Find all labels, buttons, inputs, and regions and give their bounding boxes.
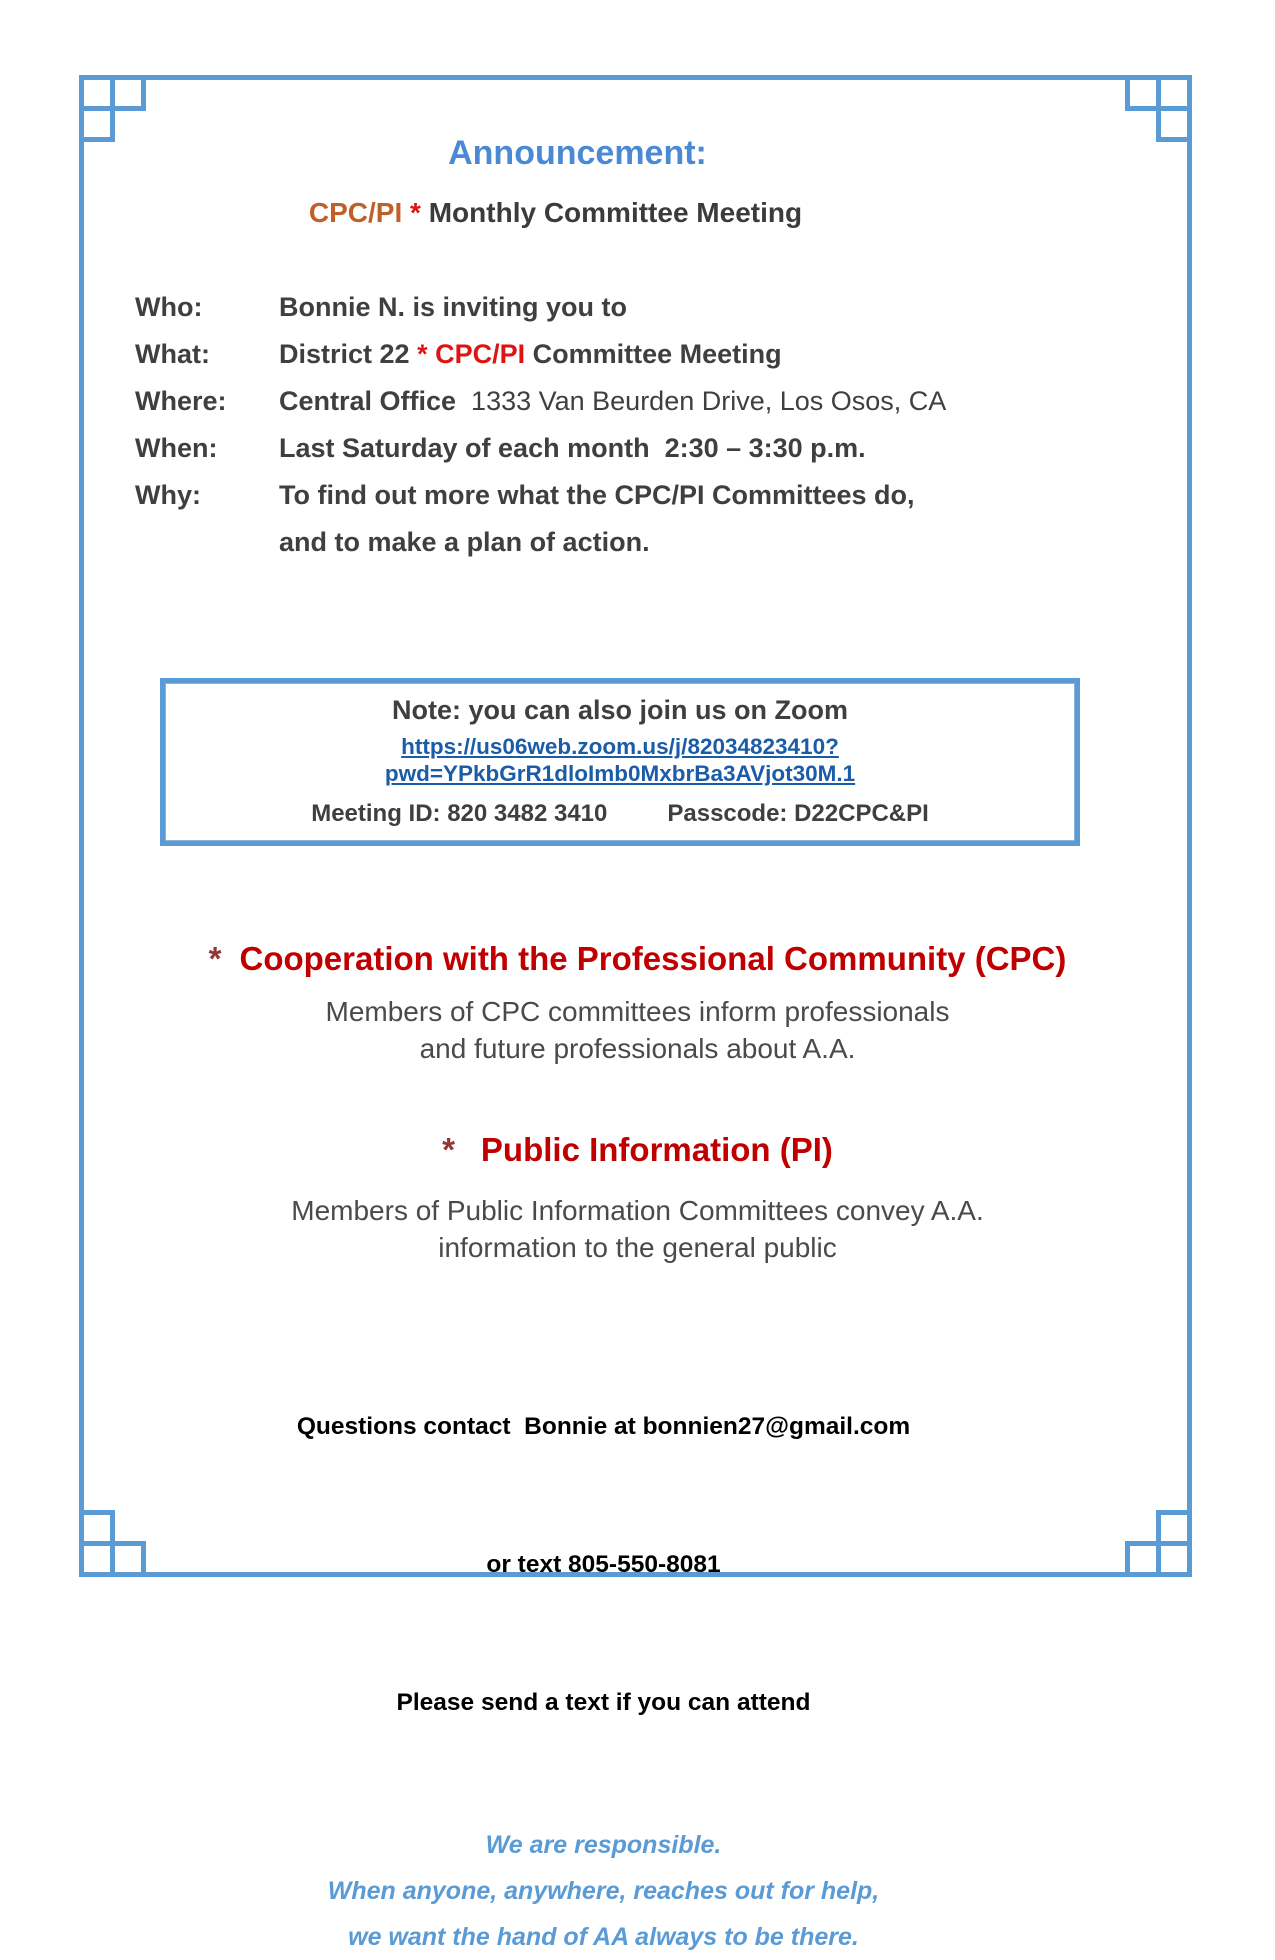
who-value: Bonnie N. is inviting you to <box>279 292 627 322</box>
where-value <box>279 378 946 425</box>
cpc-asterisk: * <box>208 940 222 977</box>
meeting-details <box>84 284 1191 566</box>
what-cpcpi-red: * CPC/PI <box>417 339 526 369</box>
what-label: What: <box>135 339 210 369</box>
cpc-section-heading <box>84 938 1191 979</box>
detail-row-when <box>135 425 1191 472</box>
pi-desc-line2: information to the general public <box>438 1232 837 1263</box>
cpc-desc-line2: and future professionals about A.A. <box>419 1033 856 1064</box>
page-title: Announcement: <box>448 134 707 172</box>
cpc-desc-line1: Members of CPC committees inform professionals <box>325 996 950 1027</box>
cpc-description <box>84 993 1191 1067</box>
why-label: Why: <box>135 480 201 510</box>
why-line2: and to make a plan of action. <box>279 527 650 557</box>
slogan-line1: We are responsible. <box>485 1831 722 1859</box>
pi-section-heading <box>84 1129 1191 1170</box>
what-prefix: District 22 <box>279 339 418 369</box>
contact-info <box>50 1312 1157 1818</box>
where-venue: Central Office <box>279 386 457 416</box>
what-suffix: Committee Meeting <box>525 339 782 369</box>
when-label: When: <box>135 433 218 463</box>
zoom-note-box <box>160 678 1080 846</box>
when-value: Last Saturday of each month 2:30 – 3:30 p.m. <box>279 433 866 463</box>
subtitle-text: Monthly Committee Meeting <box>428 197 803 228</box>
zoom-meeting-link[interactable]: https://us06web.zoom.us/j/82034823410?pwd=YPkbGrR1dloImb0MxbrBa3AVjot30M.1 <box>384 734 856 786</box>
slogan-line3: we want the hand of AA always to be there. <box>348 1923 859 1951</box>
where-address: 1333 Van Beurden Drive, Los Osos, CA <box>456 386 947 416</box>
subtitle-cpcpi: CPC/PI <box>308 197 403 228</box>
contact-email-line: Questions contact Bonnie at bonnien27@gmail.com <box>296 1413 911 1440</box>
zoom-note-text: Note: you can also join us on Zoom <box>391 695 849 725</box>
pi-description <box>84 1192 1191 1266</box>
detail-row-what <box>135 331 1191 378</box>
responsibility-statement <box>50 1822 1157 1960</box>
flyer-content <box>84 80 1191 1960</box>
detail-row-who <box>135 284 1191 331</box>
what-value <box>279 331 782 378</box>
meeting-id: Meeting ID: 820 3482 3410 <box>311 800 608 827</box>
slogan-line2: When anyone, anywhere, reaches out for help, <box>327 1877 880 1905</box>
contact-phone-line: or text 805-550-8081 <box>486 1551 721 1578</box>
subtitle-asterisk: * <box>410 197 421 228</box>
detail-row-why <box>135 472 1191 566</box>
contact-rsvp-line: Please send a text if you can attend <box>396 1689 811 1716</box>
detail-row-where <box>135 378 1191 425</box>
subtitle <box>2 196 1109 230</box>
passcode: Passcode: D22CPC&PI <box>667 800 929 827</box>
zoom-credentials <box>173 799 1067 829</box>
cpc-heading-text: Cooperation with the Professional Community (CPC) <box>239 940 1067 977</box>
pi-heading-text: Public Information (PI) <box>480 1131 833 1168</box>
pi-asterisk: * <box>442 1131 455 1168</box>
why-line1: To find out more what the CPC/PI Committees do, <box>279 480 915 510</box>
pi-desc-line1: Members of Public Information Committees convey A.A. <box>291 1195 984 1226</box>
why-value <box>279 472 915 566</box>
where-label: Where: <box>135 386 227 416</box>
who-label: Who: <box>135 292 203 322</box>
